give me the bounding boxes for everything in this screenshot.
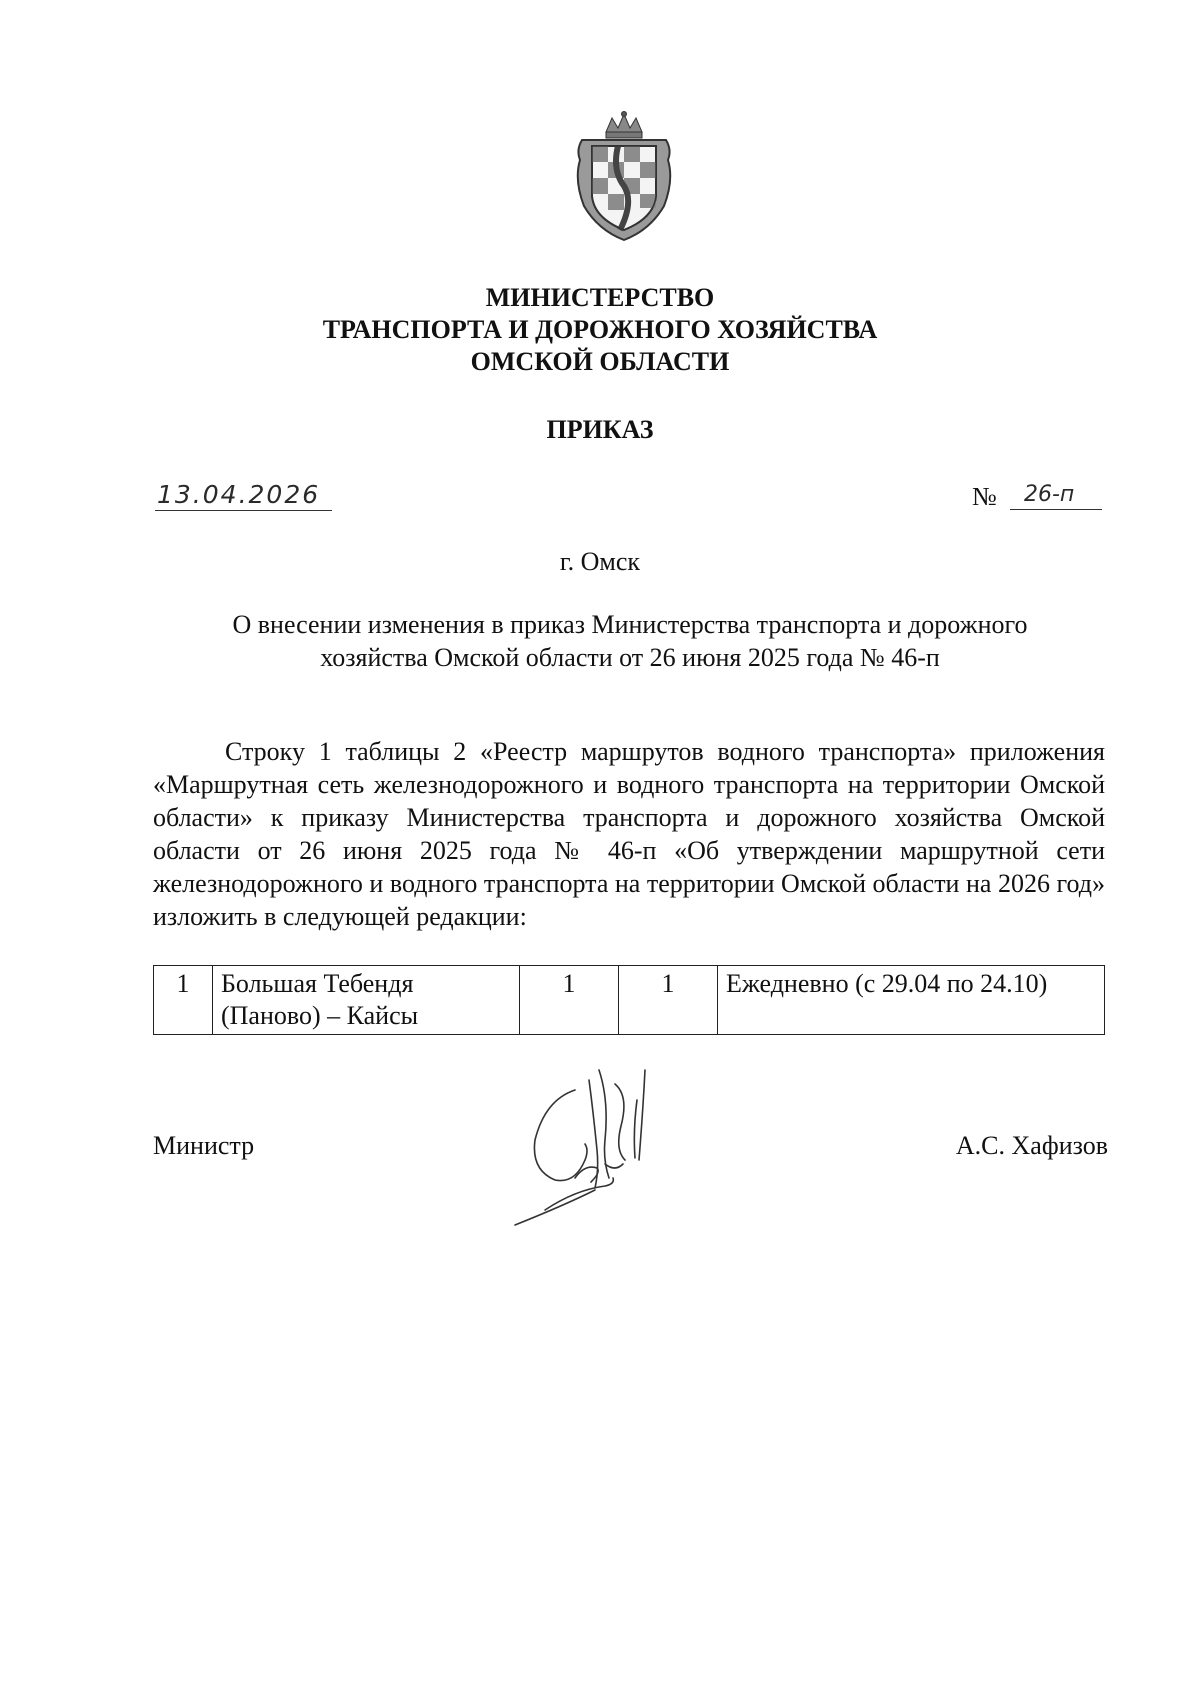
schedule: Ежедневно (с 29.04 по 24.10)	[718, 966, 1105, 1035]
document-subject	[150, 608, 1110, 674]
subject-line-1: О внесении изменения в приказ Министерства транспорта и дорожного	[232, 610, 1028, 639]
route-name-line-2: (Паново) – Кайсы	[221, 1001, 419, 1030]
body-paragraph: Строку 1 таблицы 2 «Реестр маршрутов водного транспорта» приложения «Маршрутная сеть железнодорожного и водного транспорта на территории Омской области» к приказу Министерства транспорта и дорожного хозяйства Омской области от 26 июня 2025 года № 46-п «Об утверждении маршрутной сети железнодорожного и водного транспорта на территории Омской области на 2026 год» изложить в следующей редакции:	[153, 737, 1105, 931]
document-type: ПРИКАЗ	[546, 415, 654, 444]
document-date: 13.04.2026	[155, 480, 332, 511]
number-label: №	[972, 482, 997, 511]
signatory-name: А.С. Хафизов	[955, 1131, 1108, 1160]
signatory-position: Министр	[153, 1131, 255, 1160]
handwritten-signature-icon	[505, 1060, 705, 1230]
route-table	[153, 965, 1105, 1035]
route-name-line-1: Большая Тебендя	[221, 969, 414, 998]
route-name	[213, 966, 520, 1035]
column-a-value: 1	[520, 966, 619, 1035]
column-b-value: 1	[619, 966, 718, 1035]
ministry-line-3: ОМСКОЙ ОБЛАСТИ	[470, 347, 730, 376]
ministry-line-2: ТРАНСПОРТА И ДОРОЖНОГО ХОЗЯЙСТВА	[322, 315, 878, 344]
subject-line-2: хозяйства Омской области от 26 июня 2025 года № 46-п	[320, 643, 940, 672]
row-number: 1	[154, 966, 213, 1035]
ministry-name	[200, 282, 1000, 378]
coat-of-arms-icon	[568, 110, 680, 242]
ministry-line-1: МИНИСТЕРСТВО	[485, 283, 715, 312]
table-row	[154, 966, 1105, 1035]
document-number: 26-п	[1010, 480, 1102, 510]
city: г. Омск	[559, 547, 641, 576]
